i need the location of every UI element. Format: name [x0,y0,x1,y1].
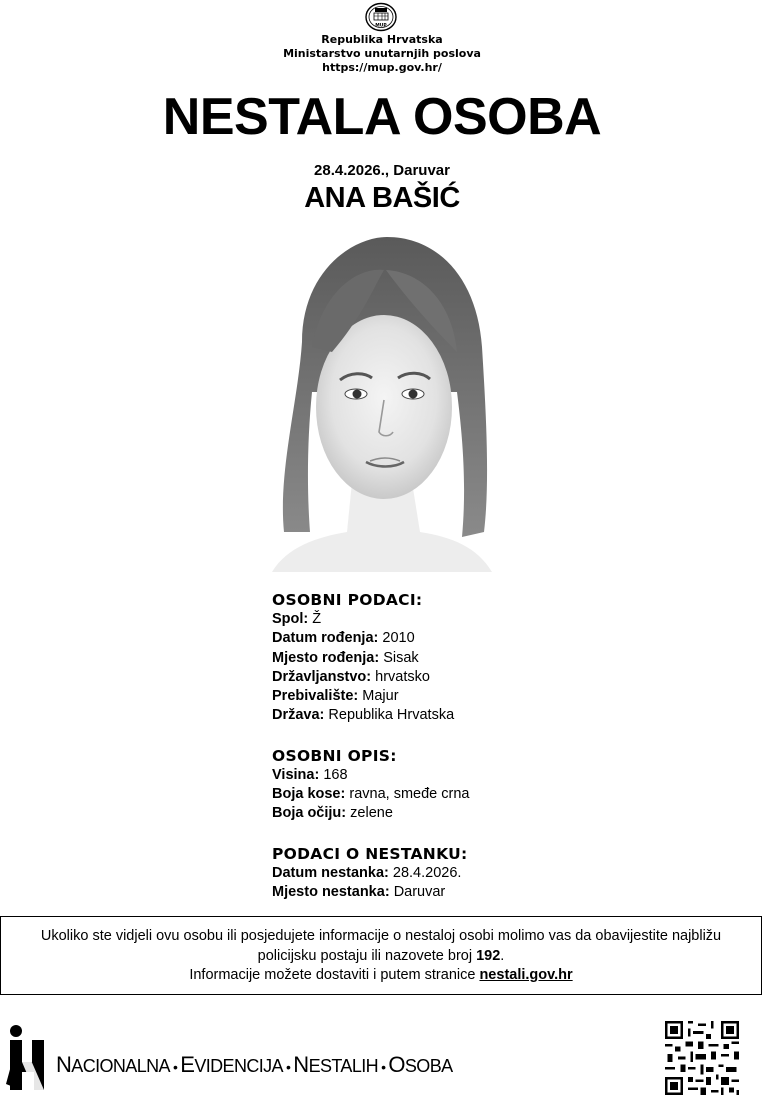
mup-crest-icon [364,2,398,32]
info-row: Datum rođenja: 2010 [272,630,415,647]
info-row: Boja kose: ravna, smeđe crna [272,786,470,803]
contact-notice [0,916,762,995]
phone-number: 192 [476,947,501,964]
nestali-link[interactable]: nestali.gov.hr [479,967,573,983]
date-place: 28.4.2026., Daruvar [314,162,450,179]
info-row: Državljanstvo: hrvatsko [272,668,430,685]
person-name: ANA BAŠIĆ [304,182,460,214]
section-title-description: OSOBNI OPIS: [272,746,397,765]
info-row: Mjesto nestanka: Daruvar [272,883,446,900]
crest-label: MUP [375,23,387,29]
notice-line-3: Informacije možete dostaviti i putem stranice nestali.gov.hr [189,967,573,983]
neno-logo-icon [2,1022,48,1094]
qr-code-icon[interactable] [665,1021,739,1095]
header-ministry: Ministarstvo unutarnjih poslova [283,47,481,60]
poster-title: NESTALA OSOBA [162,88,602,146]
section-title-personal: OSOBNI PODACI: [272,591,423,609]
info-row: Datum nestanka: 28.4.2026. [272,864,462,881]
notice-line-2: policijsku postaju ili nazovete broj 192. [257,947,505,964]
info-row: Mjesto rođenja: Sisak [272,649,419,666]
footer-brand: NACIONALNA • EVIDENCIJA • NESTALIH • OSOBA [56,1052,453,1077]
person-photo [262,232,502,572]
header-url: https://mup.gov.hr/ [322,61,442,74]
info-row: Boja očiju: zelene [272,805,393,822]
notice-line-1: Ukoliko ste vidjeli ovu osobu ili posjedujete informacije o nestaloj osobi molimo vas da obavijestite najbližu [40,928,722,944]
section-title-disappearance: PODACI O NESTANKU: [272,844,468,863]
info-row: Prebivalište: Majur [272,688,399,705]
header-country: Republika Hrvatska [321,33,443,46]
info-row: Država: Republika Hrvatska [272,707,455,724]
info-row: Spol: Ž [272,611,322,627]
info-block [272,590,692,902]
info-row: Visina: 168 [272,766,348,783]
